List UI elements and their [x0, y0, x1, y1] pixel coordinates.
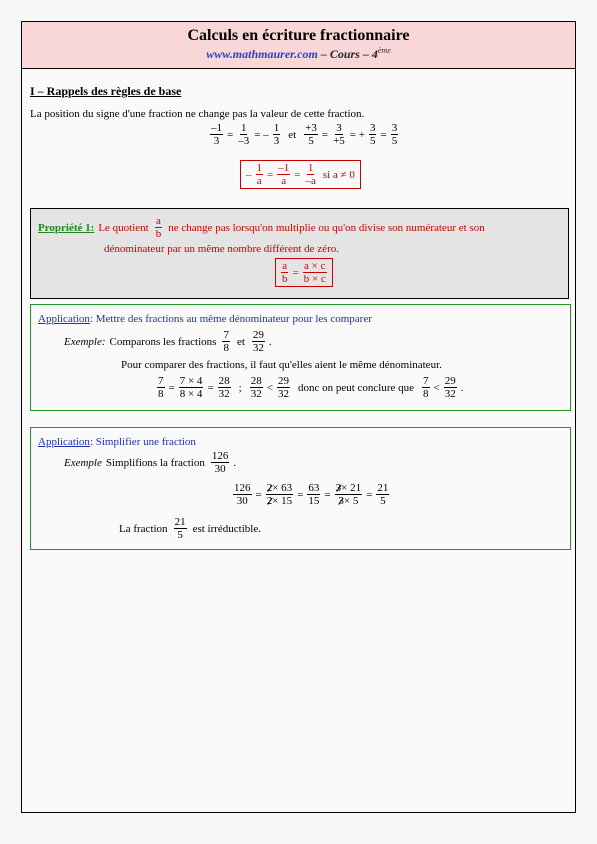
- app2-example: Exemple Simplifions la fraction $\frac{126}{30}$ .: [64, 450, 237, 475]
- course-level: – Cours – 4: [320, 47, 378, 61]
- app2-result: La fraction $\frac{21}{5}$ est irréductible.: [119, 516, 261, 541]
- page: [21, 21, 576, 813]
- page-title: Calculs en écriture fractionnaire: [187, 27, 410, 44]
- level-sup: ème: [377, 46, 391, 55]
- boxed-sign-rule: – $\frac{1}{a}$ = $\frac{-1}{a}$ = $\frac{1}{-a}$ si a ≠ 0: [240, 160, 361, 189]
- property-label: Propriété 1:: [38, 221, 95, 234]
- sign-equation: $\frac{-1}{3}$ = $\frac{1}{-3}$ = – $\frac{1}{3}$ et $\frac{+3}{5}$ = $\frac{3}{+5}$ = + $\frac{3}{5}$ = $\frac{3}{5}$: [211, 122, 398, 147]
- app1-title: Application: Mettre des fractions au même dénominateur pour les comparer: [38, 313, 372, 325]
- app1-example: Exemple: Comparons les fractions $\frac{7}{8}$ et $\frac{29}{32}$ .: [64, 329, 272, 354]
- property-line1: Propriété 1: Le quotient $\frac{a}{b}$ ne change pas lorsqu'on multiplie ou qu'on divise son numérateur et son: [38, 215, 485, 240]
- property-formula: $\frac{a}{b}$ = $\frac{a \times c}{b \times c}$: [275, 258, 333, 287]
- app1-calculation: $\frac{7}{8}$ = $\frac{7 \times 4}{8 \times 4}$ = $\frac{28}{32}$ ; $\frac{28}{32}$ < $\frac{29}{32}$ donc on peut conclure que $\frac{7}{8}$ < $\frac{29}{32}$ .: [158, 375, 464, 400]
- intro-text: La position du signe d'une fraction ne change pas la valeur de cette fraction.: [30, 108, 365, 120]
- property-box: [30, 208, 569, 299]
- app1-explanation: Pour comparer des fractions, il faut qu'elles aient le même dénominateur.: [121, 359, 442, 371]
- section-heading: I – Rappels des règles de base: [30, 84, 182, 98]
- application-box-2: [30, 427, 571, 550]
- subtitle: [22, 46, 575, 62]
- header: [22, 22, 575, 69]
- site-link[interactable]: www.mathmaurer.com: [206, 47, 318, 61]
- app2-calculation: $\frac{126}{30}$ = $\frac{2\times 63}{2\times 15}$ = $\frac{63}{15}$ = $\frac{3\times 21}{3\times 5}$ = $\frac{21}{5}$: [234, 482, 389, 507]
- application-box-1: [30, 304, 571, 411]
- app2-title: Application: Simplifier une fraction: [38, 436, 196, 448]
- property-line2: dénominateur par un même nombre différent de zéro.: [104, 243, 339, 255]
